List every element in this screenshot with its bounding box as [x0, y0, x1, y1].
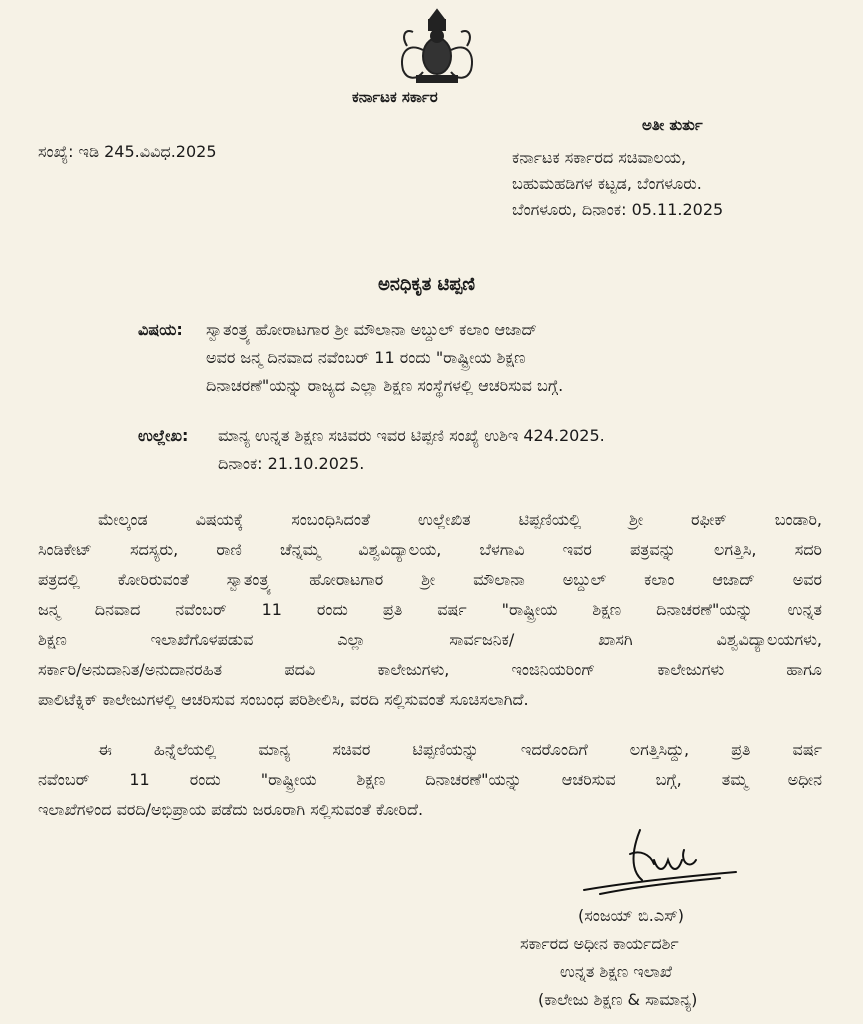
signatory-department: ಉನ್ನತ ಶಿಕ್ಷಣ ಇಲಾಖೆ — [560, 962, 673, 981]
reference-line-2: ದಿನಾಂಕ: 21.10.2025. — [218, 454, 365, 473]
address-line-1: ಕರ್ನಾಟಕ ಸರ್ಕಾರದ ಸಚಿವಾಲಯ, — [512, 148, 687, 167]
signatory-section: (ಕಾಲೇಜು ಶಿಕ್ಷಣ & ಸಾಮಾನ್ಯ) — [538, 990, 698, 1009]
reference-line-1: ಮಾನ್ಯ ಉನ್ನತ ಶಿಕ್ಷಣ ಸಚಿವರು ಇವರ ಟಿಪ್ಪಣಿ ಸಂಖ್ಯೆ ಉಶಿಇ 424.2025. — [218, 426, 605, 445]
para1-line-2: ಸಿಂಡಿಕೇಟ್ ಸದಸ್ಯರು, ರಾಣಿ ಚೆನ್ನಮ್ಮ ವಿಶ್ವವಿದ್ಯಾಲಯ, ಬೆಳಗಾವಿ ಇವರ ಪತ್ರವನ್ನು ಲಗತ್ತಿಸಿ, ಸದರಿ — [38, 540, 822, 559]
signatory-designation: ಸರ್ಕಾರದ ಅಧೀನ ಕಾರ್ಯದರ್ಶಿ — [520, 934, 679, 953]
signatory-name: (ಸಂಜಯ್ ಬಿ.ಎಸ್) — [578, 906, 685, 925]
para1-line-7: ಪಾಲಿಟೆಕ್ನಿಕ್ ಕಾಲೇಜುಗಳಲ್ಲಿ ಆಚರಿಸುವ ಸಂಬಂಧ ಪರಿಶೀಲಿಸಿ, ವರದಿ ಸಲ್ಲಿಸುವಂತೆ ಸೂಚಿಸಲಾಗಿದೆ. — [38, 690, 529, 709]
para1-line-6: ಸರ್ಕಾರಿ/ಅನುದಾನಿತ/ಅನುದಾನರಹಿತ ಪದವಿ ಕಾಲೇಜುಗಳು, ಇಂಜಿನಿಯರಿಂಗ್ ಕಾಲೇಜುಗಳು ಹಾಗೂ — [38, 660, 822, 679]
para1-line-5: ಶಿಕ್ಷಣ ಇಲಾಖೆಗೊಳಪಡುವ ಎಲ್ಲಾ ಸಾರ್ವಜನಿಕ/ ಖಾಸಗಿ ವಿಶ್ವವಿದ್ಯಾಲಯಗಳು, — [38, 630, 822, 649]
subject-label: ವಿಷಯ: — [138, 320, 183, 339]
para2-line-3: ಇಲಾಖೆಗಳಿಂದ ವರದಿ/ಅಭಿಪ್ರಾಯ ಪಡೆದು ಜರೂರಾಗಿ ಸಲ್ಲಿಸುವಂತೆ ಕೋರಿದೆ. — [38, 800, 424, 819]
para2-line-2: ನವೆಂಬರ್ 11 ರಂದು "ರಾಷ್ಟ್ರೀಯ ಶಿಕ್ಷಣ ದಿನಾಚರಣೆ"ಯನ್ನು ಆಚರಿಸುವ ಬಗ್ಗೆ, ತಮ್ಮ ಅಧೀನ — [38, 770, 822, 789]
para1-line-3: ಪತ್ರದಲ್ಲಿ ಕೋರಿರುವಂತೆ ಸ್ವಾತಂತ್ರ್ಯ ಹೋರಾಟಗಾರ ಶ್ರೀ ಮೌಲಾನಾ ಅಬ್ದುಲ್ ಕಲಾಂ ಆಜಾದ್ ಅವರ — [38, 570, 822, 589]
urgent-tag: ಅತೀ ತುರ್ತು — [642, 116, 703, 134]
address-date: ಬೆಂಗಳೂರು, ದಿನಾಂಕ: 05.11.2025 — [512, 200, 724, 219]
para1-line-1: ಮೇಲ್ಕಂಡ ವಿಷಯಕ್ಕೆ ಸಂಬಂಧಿಸಿದಂತೆ ಉಲ್ಲೇಖಿತ ಟಿಪ್ಪಣಿಯಲ್ಲಿ ಶ್ರೀ ರಫೀಕ್ ಬಂಡಾರಿ, — [98, 510, 822, 529]
government-name: ಕರ್ನಾಟಕ ಸರ್ಕಾರ — [352, 88, 438, 106]
reference-number: ಸಂಖ್ಯೆ: ಇಡಿ 245.ವಿವಿಧ.2025 — [38, 142, 217, 161]
karnataka-emblem-icon — [387, 6, 487, 88]
handwritten-signature-icon — [580, 820, 740, 900]
page-title: ಅನಧಿಕೃತ ಟಿಪ್ಪಣಿ — [378, 274, 475, 295]
subject-line-3: ದಿನಾಚರಣೆ"ಯನ್ನು ರಾಜ್ಯದ ಎಲ್ಲಾ ಶಿಕ್ಷಣ ಸಂಸ್ಥೆಗಳಲ್ಲಿ ಆಚರಿಸುವ ಬಗ್ಗೆ. — [206, 376, 564, 395]
subject-line-1: ಸ್ವಾತಂತ್ರ್ಯ ಹೋರಾಟಗಾರ ಶ್ರೀ ಮೌಲಾನಾ ಅಬ್ದುಲ್ ಕಲಾಂ ಆಜಾದ್ — [206, 320, 538, 339]
subject-line-2: ಅವರ ಜನ್ಮ ದಿನವಾದ ನವೆಂಬರ್ 11 ರಂದು "ರಾಷ್ಟ್ರೀಯ ಶಿಕ್ಷಣ — [206, 348, 526, 367]
para2-line-1: ಈ ಹಿನ್ನೆಲೆಯಲ್ಲಿ ಮಾನ್ಯ ಸಚಿವರ ಟಿಪ್ಪಣಿಯನ್ನು ಇದರೊಂದಿಗೆ ಲಗತ್ತಿಸಿದ್ದು, ಪ್ರತಿ ವರ್ಷ — [98, 740, 822, 759]
address-line-2: ಬಹುಮಹಡಿಗಳ ಕಟ್ಟಡ, ಬೆಂಗಳೂರು. — [512, 174, 702, 193]
para1-line-4: ಜನ್ಮ ದಿನವಾದ ನವೆಂಬರ್ 11 ರಂದು ಪ್ರತಿ ವರ್ಷ "ರಾಷ್ಟ್ರೀಯ ಶಿಕ್ಷಣ ದಿನಾಚರಣೆ"ಯನ್ನು ಉನ್ನತ — [38, 600, 822, 619]
reference-label: ಉಲ್ಲೇಖ: — [138, 426, 189, 445]
